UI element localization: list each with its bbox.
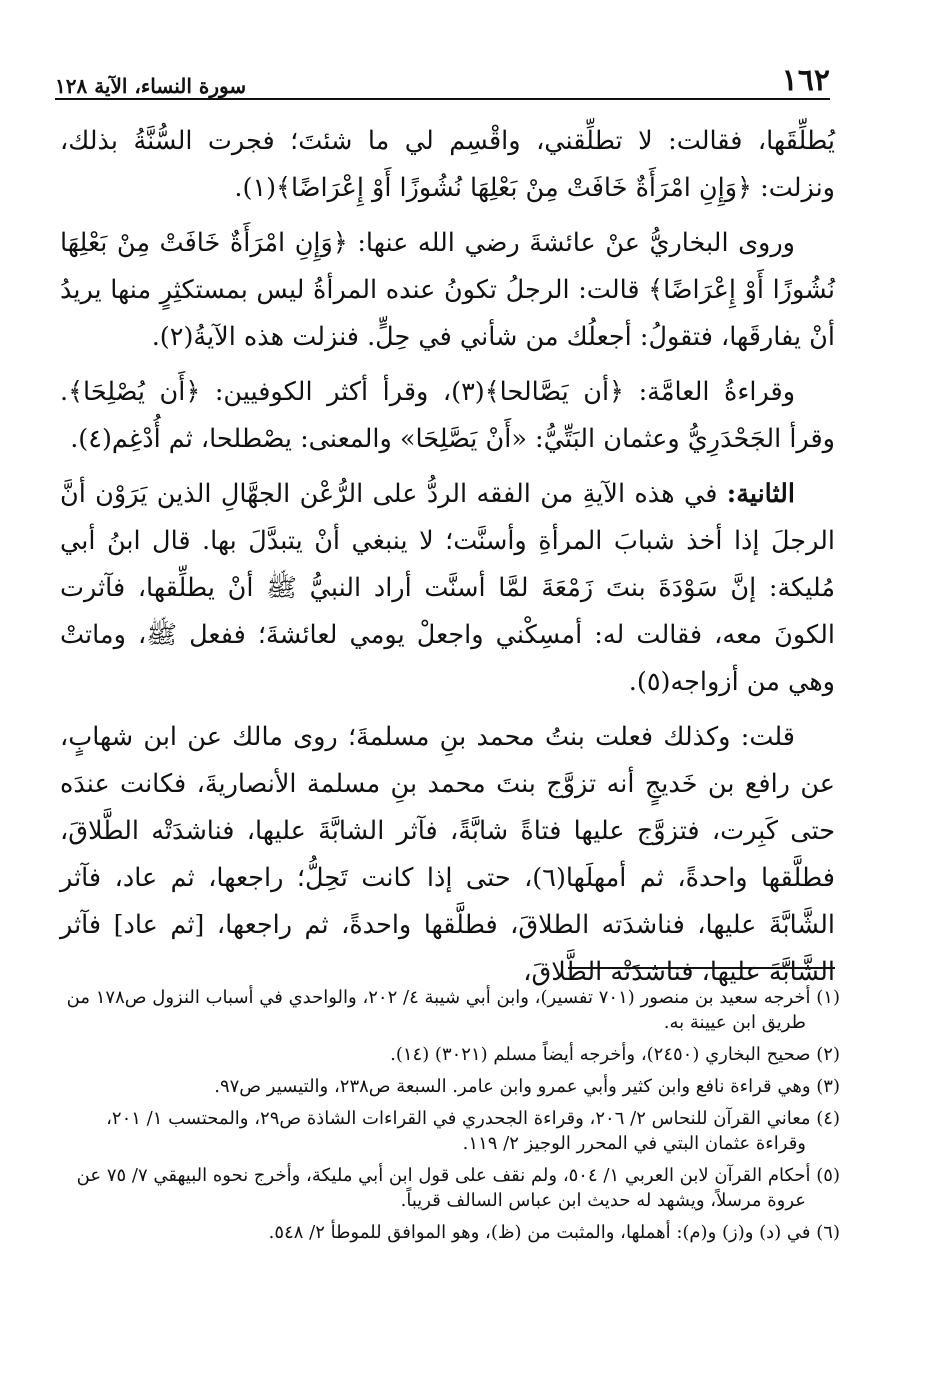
- footnote: (٤) معاني القرآن للنحاس ٢/ ٢٠٦، وقراءة الجحدري في القراءات الشاذة ص٢٩، والمحتسب ١/ ٢٠١، وقراءة عثمان البتي في المحرر الوجيز ٢/ ١١٩.: [106, 1108, 840, 1154]
- paragraph: [60, 471, 835, 706]
- paragraph: وروى البخاريُّ عنْ عائشةَ رضي الله عنها: ﴿وَإِنِ امْرَأَةٌ خَافَتْ مِنْ بَعْلِهَا نُشُوزًا أَوْ إِعْرَاضًا﴾ قالت: الرجلُ تكونُ عنده المرأةُ ليس بمستكثِرٍ منها يريدُ أنْ يفارقَها، فتقولُ: أجعلُك من شأني في حِلٍّ. فنزلت هذه الآيةُ(٢).: [60, 228, 835, 352]
- running-title: سورة النساء، الآية ١٢٨: [55, 74, 247, 98]
- footnote: (١) أخرجه سعيد بن منصور (٧٠١ تفسير)، وابن أبي شيبة ٤/ ٢٠٢، والواحدي في أسباب النزول ص١٧٨ من طريق ابن عيينة به.: [66, 987, 840, 1033]
- footnote-rule: [568, 967, 835, 969]
- paragraph: وقراءةُ العامَّة: ﴿أن يَصَّالحا﴾(٣)، وقرأ أكثر الكوفيين: ﴿أَن يُصْلِحَا﴾. وقرأ الجَحْدَرِيُّ وعثمان البَتِّيُّ: «أَنْ يَصَّلِحَا» والمعنى: يصْطلحا، ثم أُدْغِم(٤).: [60, 377, 835, 454]
- footnote: (٢) صحيح البخاري (٢٤٥٠)، وأخرجه أيضاً مسلم (٣٠٢١) (١٤).: [390, 1044, 840, 1065]
- page-header: [55, 58, 830, 96]
- footnote: (٦) في (د) و(ز) و(م): أهملها، والمثبت من (ظ)، وهو الموافق للموطأ ٢/ ٥٤٨.: [268, 1222, 840, 1243]
- main-text: [60, 118, 835, 1004]
- section-lead: الثانية:: [726, 479, 795, 509]
- footnote: (٣) وهي قراءة نافع وابن كثير وأبي عمرو وابن عامر. السبعة ص٢٣٨، والتيسير ص٩٧.: [214, 1076, 840, 1097]
- page-number: ١٦٢: [781, 63, 830, 98]
- paragraph-text: في هذه الآيةِ من الفقه الردُّ على الرُّعْن الجهَّالِ الذين يَرَوْن أنَّ الرجلَ إذا أخذ شبابَ المرأةِ وأسنَّت؛ لا ينبغي أنْ يتبدَّلَ بها. قال ابنُ أبي مُليكة: إنَّ سَوْدَةَ بنتَ زَمْعَةَ لمَّا أسنَّت أراد النبيُّ ﷺ أنْ يطلِّقها، فآثرت الكونَ معه، فقالت له: أمسِكْني واجعلْ يومي لعائشةَ؛ ففعل ﷺ، وماتتْ وهي من أزواجه(٥).: [60, 479, 835, 697]
- footnote: (٥) أحكام القرآن لابن العربي ١/ ٥٠٤، ولم نقف على قول ابن أبي مليكة، وأخرج نحوه البيهقي ٧/ ٧٥ عن عروة مرسلاً، ويشهد له حديث ابن عباس السالف قريباً.: [76, 1165, 840, 1211]
- paragraph: قلت: وكذلك فعلت بنتُ محمد بنِ مسلمةَ؛ روى مالك عن ابن شهابٍ، عن رافع بن خَديجٍ أنه تزوَّج بنتَ محمد بنِ مسلمة الأنصاريةَ، فكانت عندَه حتى كَبِرت، فتزوَّج عليها فتاةً شابَّةً، فآثر الشابَّةَ عليها، فناشدَتْه الطَّلاقَ، فطلَّقها واحدةً، ثم أمهلَها(٦)، حتى إذا كانت تَحِلُّ؛ راجعها، ثم عاد، فآثر الشَّابَّةَ عليها، فناشدَته الطلاقَ، فطلَّقها واحدةً، ثم راجعها، [ثم عاد] فآثر الشَّابَّةَ عليها، فناشدَتْه الطَّلاقَ،: [60, 722, 835, 987]
- footnotes: [60, 985, 840, 1252]
- header-rule: [55, 98, 830, 100]
- paragraph: يُطلِّقَها، فقالت: لا تطلِّقني، واقْسِم لي ما شئتَ؛ فجرت السُّنَّةُ بذلك، ونزلت: ﴿وَإِنِ امْرَأَةٌ خَافَتْ مِنْ بَعْلِهَا نُشُوزًا أَوْ إِعْرَاضًا﴾(١).: [60, 126, 835, 203]
